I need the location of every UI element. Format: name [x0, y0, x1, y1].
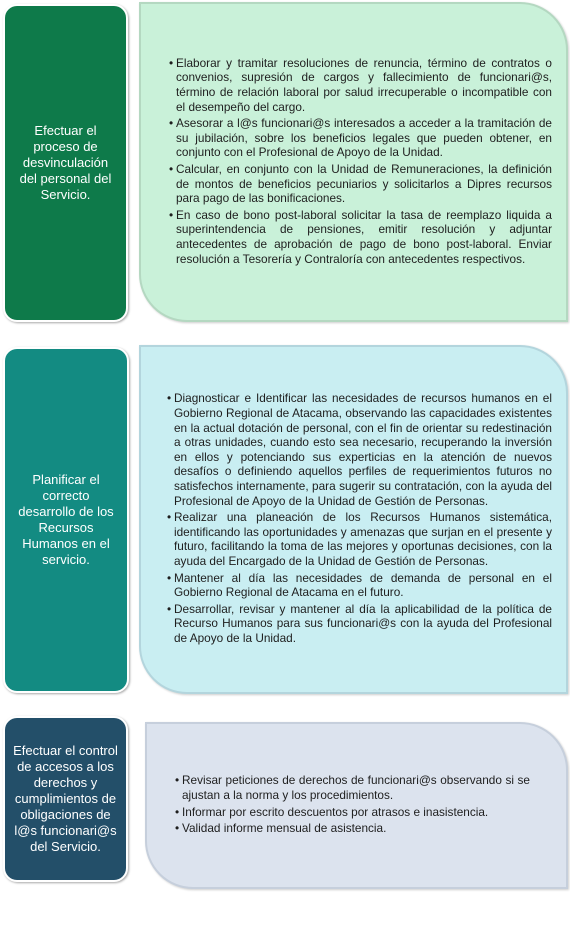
task-item: • Realizar una planeación de los Recursos Humanos sistemática, identificando las oportunidades y amenazas que surjan en el presente y futuro, facilitando la toma de las mejores y oportunas decisiones, con la ayuda del Encargado de la Unidad de Gestión de Personas. [167, 510, 552, 568]
task-item: • Calcular, en conjunto con la Unidad de Remuneraciones, la definición de montos de beneficios pecuniarios y solicitarlos a Dipres recursos para pago de las bonificaciones. [169, 162, 552, 206]
task-list [169, 56, 552, 268]
task-item: • En caso de bono post-laboral solicitar la tasa de reemplazo liquida a superintendencia de pensiones, emitir resolución y adjuntar antecedentes de aprobación de pago de bono post-laboral. Enviar resolución a Tesorería y Contraloría con antecedentes respectivos. [169, 208, 552, 266]
task-item: • Revisar peticiones de derechos de funcionari@s observando si se ajustan a la norma y los procedimientos. [175, 773, 530, 802]
process-label-text: Efectuar el control de accesos a los derechos y cumplimientos de obligaciones de l@s funcionari@s del Servicio. [13, 743, 118, 854]
process-label-planificacion [3, 347, 129, 693]
process-label-text: Planificar el correcto desarrollo de los Recursos Humanos en el servicio. [18, 472, 114, 567]
task-item: • Desarrollar, revisar y mantener al día la aplicabilidad de la política de Recurso Humanos para sus funcionari@s con la ayuda del Profesional de Apoyo de la Unidad. [167, 602, 552, 646]
task-item: • Elaborar y tramitar resoluciones de renuncia, término de contratos o convenios, supresión de cargos y fallecimiento de funcionari@s, término de relación laboral por salud irrecuperable o incompatible con el desempeño del cargo. [169, 56, 552, 114]
task-item: • Informar por escrito descuentos por atrasos e inasistencia. [175, 805, 530, 820]
process-description-planificacion [139, 345, 568, 694]
task-item: • Diagnosticar e Identificar las necesidades de recursos humanos en el Gobierno Regional de Atacama, observando las capacidades existentes en la actual dotación de personal, con el fin de orientar su redestinación a otras unidades, cuando esto sea necesario, recuperando la inversión en ellos y potenciando sus experticias en la atención de nuevos desafíos o definiendo aquellos perfiles de requerimientos futuros no satisfechos internamente, para sugerir su contratación, con la ayuda del Profesional de Apoyo de la Unidad de Gestión de Personas. [167, 391, 552, 508]
task-item: • Mantener al día las necesidades de demanda de personal en el Gobierno Regional de Atacama en el futuro. [167, 571, 552, 600]
task-item: • Asesorar a l@s funcionari@s interesados a acceder a la tramitación de su jubilación, sobre los beneficios legales que pueden obtener, en conjunto con el Profesional de Apoyo de la Unidad. [169, 116, 552, 160]
process-description-desvinculacion [139, 2, 568, 322]
process-label-text: Efectuar el proceso de desvinculación del personal del Servicio. [19, 123, 112, 202]
task-item: • Validad informe mensual de asistencia. [175, 821, 530, 836]
process-label-control-accesos [3, 716, 128, 882]
process-label-desvinculacion [3, 4, 128, 322]
task-list [175, 773, 530, 837]
process-description-control-accesos [145, 722, 568, 889]
task-list [167, 391, 552, 647]
